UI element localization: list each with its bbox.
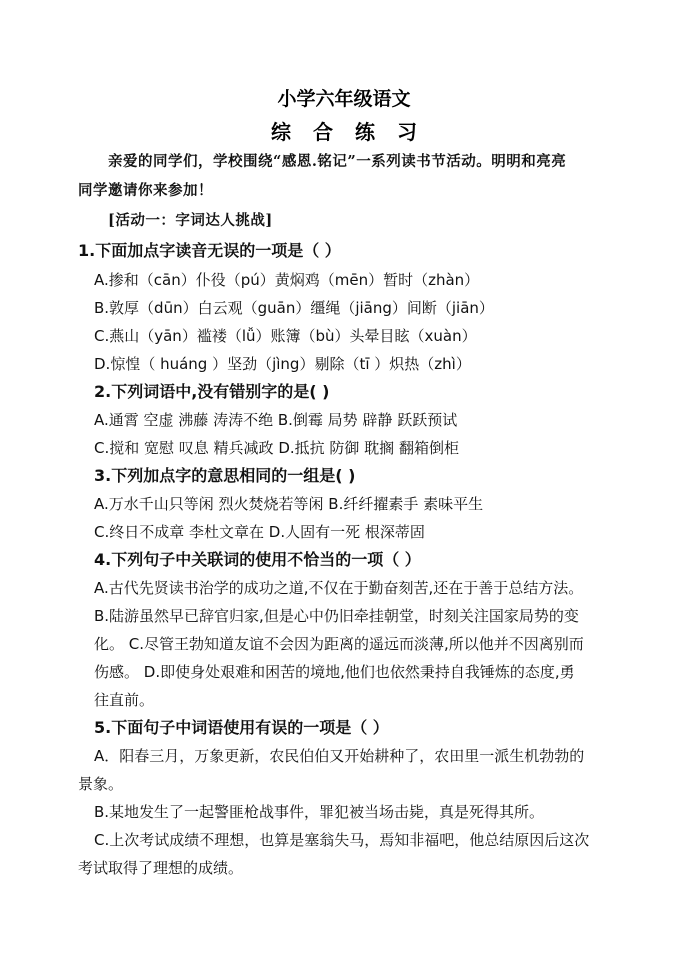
page-title: 小学六年级语文 bbox=[277, 88, 411, 110]
activity-heading: [活动一：字词达人挑战] bbox=[108, 212, 273, 229]
question-2-options-cd: C.搅和 宽慰 叹息 精兵减政 D.抵抗 防御 耽搁 翻箱倒柜 bbox=[94, 439, 459, 457]
question-1-option-b: B.敦厚（dūn）白云观（guān）缰绳（jiāng）间断（jiān） bbox=[94, 299, 494, 317]
question-2-stem: 2.下列词语中,没有错别字的是( ) bbox=[94, 382, 330, 401]
question-3-stem: 3.下列加点字的意思相同的一组是( ) bbox=[94, 466, 356, 485]
question-5-line-3: B.某地发生了一起警匪枪战事件，罪犯被当场击毙，真是死得其所。 bbox=[94, 803, 545, 821]
question-5-stem: 5.下面句子中词语使用有误的一项是（ ） bbox=[94, 718, 389, 737]
question-5-line-2: 景象。 bbox=[78, 775, 124, 793]
question-5-line-4: C.上次考试成绩不理想，也算是塞翁失马，焉知非福吧，他总结原因后这次 bbox=[94, 831, 590, 849]
question-4-line-5: 往直前。 bbox=[94, 691, 155, 709]
question-4-line-1: A.古代先贤读书治学的成功之道,不仅在于勤奋刻苦,还在于善于总结方法。 bbox=[94, 579, 584, 597]
intro-line-1: 亲爱的同学们，学校围绕“感恩.铭记”一系列读书节活动。明明和亮亮 bbox=[108, 153, 567, 170]
question-4-line-3: 化。 C.尽管王勃知道友谊不会因为距离的遥远而淡薄,所以他并不因离别而 bbox=[94, 635, 584, 653]
question-4-stem: 4.下列句子中关联词的使用不恰当的一项（ ） bbox=[94, 550, 421, 569]
question-5-line-1: A．阳春三月，万象更新，农民伯伯又开始耕种了，农田里一派生机勃勃的 bbox=[94, 747, 585, 765]
question-1-option-d: D.惊惶（ huáng ）坚劲（jìng）剔除（tī ）炽热（zhì） bbox=[94, 355, 471, 373]
question-4-line-2: B.陆游虽然早已辞官归家,但是心中仍旧牵挂朝堂，时刻关注国家局势的变 bbox=[94, 607, 579, 625]
question-2-options-ab: A.通霄 空虚 沸藤 涛涛不绝 B.倒霉 局势 辟静 跃跃预试 bbox=[94, 411, 458, 429]
question-3-options-cd: C.终日不成章 李杜文章在 D.人固有一死 根深蒂固 bbox=[94, 523, 425, 541]
question-3-options-ab: A.万水千山只等闲 烈火焚烧若等闲 B.纤纤擢素手 素味平生 bbox=[94, 495, 484, 513]
question-1-stem: 1.下面加点字读音无误的一项是（ ） bbox=[78, 241, 341, 260]
page-subtitle: 综合练习 bbox=[271, 120, 439, 144]
question-1-option-a: A.掺和（cān）仆役（pú）黄焖鸡（mēn）暂时（zhàn） bbox=[94, 271, 480, 289]
intro-line-2: 同学邀请你来参加！ bbox=[78, 182, 213, 199]
question-1-option-c: C.燕山（yān）褴褛（lǚ）账簿（bù）头晕目眩（xuàn） bbox=[94, 327, 477, 345]
question-5-line-5: 考试取得了理想的成绩。 bbox=[78, 859, 244, 877]
question-4-line-4: 伤感。 D.即使身处艰难和困苦的境地,他们也依然秉持自我锤炼的态度,勇 bbox=[94, 663, 575, 681]
